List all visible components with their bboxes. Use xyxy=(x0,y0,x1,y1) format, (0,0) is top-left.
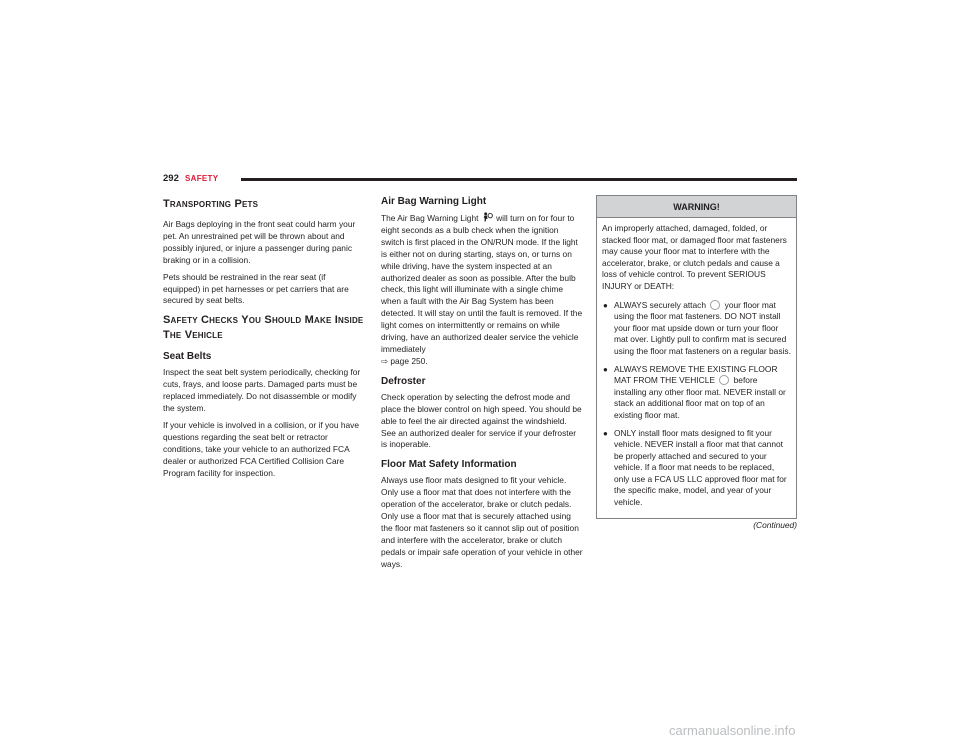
warning-list xyxy=(602,300,791,509)
page-reference-arrow-icon: ⇨ xyxy=(381,355,391,366)
warning-bullet-3: ONLY install floor mats designed to fit your vehicle. NEVER install a floor mat that cannot be properly attached and secured to your vehicle. If a floor mat needs to be replaced, only use a FCA US LLC approved floor mat for the specific make, model, and year of your vehicle. xyxy=(614,427,787,508)
bullet-icon: ● xyxy=(603,300,608,310)
header-rule xyxy=(241,178,797,181)
watermark: carmanualsonline.info xyxy=(669,723,796,738)
warning-list-item xyxy=(602,300,791,358)
warning-intro: An improperly attached, damaged, folded, or stacked floor mat, or damaged floor mat fasteners may cause your floor mat to interfere with the accelerator, brake, or clutch pedals and cause a loss of vehicle control. To prevent SERIOUS INJURY or DEATH: xyxy=(602,223,787,291)
warning-bullet-2-part-a: ALWAYS REMOVE THE EXISTING FLOOR MAT FROM THE VEHICLE xyxy=(614,363,778,386)
bullet-icon: ● xyxy=(603,364,608,374)
floor-mat-paragraph: Always use floor mats designed to fit your vehicle. Only use a floor mat that does not interfere with the operation of the accelerator, brake or clutch pedals. Only use a floor mat that is securely attached using the floor mat fasteners so it cannot slip out of position and interfere with the accelerator, brake or clutch pedals or impair safe operation of your vehicle in other ways. xyxy=(381,475,583,569)
warning-body xyxy=(597,218,796,509)
warning-bullet-1-part-a: ALWAYS securely attach xyxy=(614,299,707,310)
floor-mat-fastener-icon xyxy=(710,300,720,310)
airbag-page-reference[interactable]: page 250. xyxy=(390,355,428,366)
left-column xyxy=(163,194,365,485)
airbag-text-after-icon: will turn on for four to eight seconds as a bulb check when the ignition switch is first placed in the ON/RUN mode. If the light is either not on during starting, stays on, or turns on while driving, have the system inspected at an authorized dealer as soon as possible. After the bulb check, this light will illuminate with a single chime when a fault with the Air Bag System has been detected. It will stay on until the fault is removed. If the light comes on intermittently or remains on while driving, have an authorized dealer service the vehicle immediately xyxy=(381,213,583,354)
transporting-pets-paragraph-2: Pets should be restrained in the rear seat (if equipped) in pet harnesses or pet carriers that are secured by seat belts. xyxy=(163,271,349,306)
seat-belts-heading: Seat Belts xyxy=(163,351,212,363)
defroster-paragraph: Check operation by selecting the defrost mode and place the blower control on high speed. You should be able to feel the air directed against the windshield. See an authorized dealer for service if your defroster is inoperable. xyxy=(381,391,582,450)
airbag-warning-light-icon xyxy=(482,212,493,222)
transporting-pets-paragraph-1: Air Bags deploying in the front seat could harm your pet. An unrestrained pet will be thrown about and possibly injured, or injure a passenger during panic braking or in a collision. xyxy=(163,219,356,265)
continued-label: (Continued) xyxy=(753,520,797,530)
warning-list-item xyxy=(602,428,791,509)
seat-belts-paragraph-1: Inspect the seat belt system periodically, checking for cuts, frays, and loose parts. Damaged parts must be replaced immediately. Do not disassemble or modify the system. xyxy=(163,367,361,414)
airbag-warning-paragraph xyxy=(381,212,583,368)
section-name: SAFETY xyxy=(185,173,219,183)
floor-mat-heading: Floor Mat Safety Information xyxy=(381,459,517,471)
page-header xyxy=(163,173,797,185)
page-number: 292 xyxy=(163,173,179,184)
no-stacking-icon xyxy=(719,375,729,385)
airbag-warning-heading: Air Bag Warning Light xyxy=(381,196,487,207)
bullet-icon: ● xyxy=(603,428,608,438)
warning-bullet-2-part-b: before installing any other floor mat. NEVER install or stack an additional floor mat on top of an existing floor mat. xyxy=(614,375,786,420)
warning-bullet-1-part-b: your floor mat using the floor mat fasteners. DO NOT install your floor mat upside down or turn your floor mat over. Lightly pull to confirm mat is secured using the floor mat fasteners on a regular basis. xyxy=(614,299,791,356)
seat-belts-paragraph-2: If your vehicle is involved in a collision, or if you have questions regarding the seat belt or retractor conditions, take your vehicle to an authorized FCA dealer or authorized FCA Certified Collision Care Program facility for inspection. xyxy=(163,419,359,478)
warning-box xyxy=(596,195,797,519)
warning-title: WARNING! xyxy=(597,196,796,218)
airbag-text-before-icon: The Air Bag Warning Light xyxy=(381,213,479,223)
safety-checks-heading: Safety Checks You Should Make Inside The Vehicle xyxy=(163,314,364,342)
middle-column xyxy=(381,194,583,576)
transporting-pets-heading: Transporting Pets xyxy=(163,198,259,210)
defroster-heading: Defroster xyxy=(381,375,426,387)
warning-list-item xyxy=(602,364,791,422)
